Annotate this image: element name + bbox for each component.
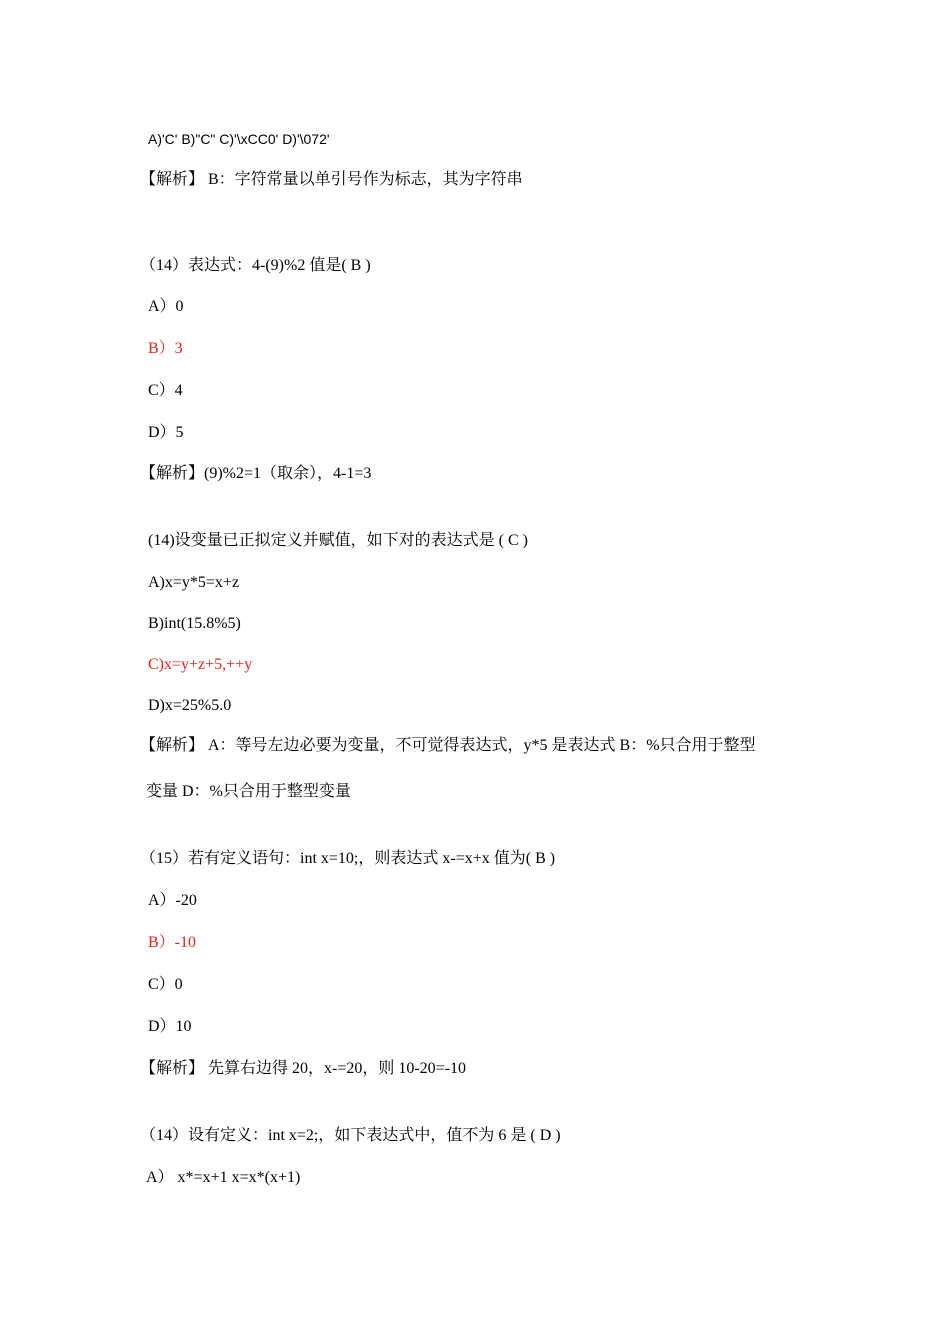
q14c-question: （14）设有定义：int x=2;，如下表达式中，值不为 6 是 ( D ) [140, 1127, 561, 1144]
q14b-option-d: D)x=25%5.0 [148, 697, 232, 714]
q14b-question: (14)设变量已正拟定义并赋值，如下对的表达式是 ( C ) [148, 532, 528, 549]
q14a-question: （14）表达式：4-(9)%2 值是( B ) [140, 257, 371, 274]
q14b-option-b: B)int(15.8%5) [148, 615, 241, 632]
q14a-option-d: D）5 [148, 424, 184, 441]
q13-options-line: A)'C' B)"C" C)'\xCC0' D)'\072' [148, 131, 330, 147]
q14b-option-a: A)x=y*5=x+z [148, 574, 240, 591]
q14a-option-b-correct: B）3 [148, 340, 183, 357]
q14c-option-a: A） x*=x+1 x=x*(x+1) [146, 1169, 301, 1186]
q15-option-c: C）0 [148, 976, 183, 993]
q15-option-d: D）10 [148, 1018, 192, 1035]
q15-option-a: A）-20 [148, 892, 197, 909]
q14b-analysis: 【解析】 A：等号左边必要为变量，不可觉得表达式，y*5 是表达式 B：%只合用于整型 [140, 737, 756, 754]
q14a-analysis: 【解析】(9)%2=1（取余），4-1=3 [140, 465, 372, 482]
q15-option-b-correct: B）-10 [148, 934, 197, 951]
q14b-analysis-continued: 变量 D：%只合用于整型变量 [146, 783, 351, 800]
q13-analysis: 【解析】 B：字符常量以单引号作为标志，其为字符串 [140, 171, 523, 188]
q15-question: （15）若有定义语句：int x=10;，则表达式 x-=x+x 值为( B ) [140, 850, 556, 867]
q14b-option-c-correct: C)x=y+z+5,++y [148, 656, 253, 673]
q14a-option-c: C）4 [148, 382, 183, 399]
q14a-option-a: A）0 [148, 298, 184, 315]
q15-analysis: 【解析】 先算右边得 20，x-=20，则 10-20=-10 [140, 1060, 467, 1077]
